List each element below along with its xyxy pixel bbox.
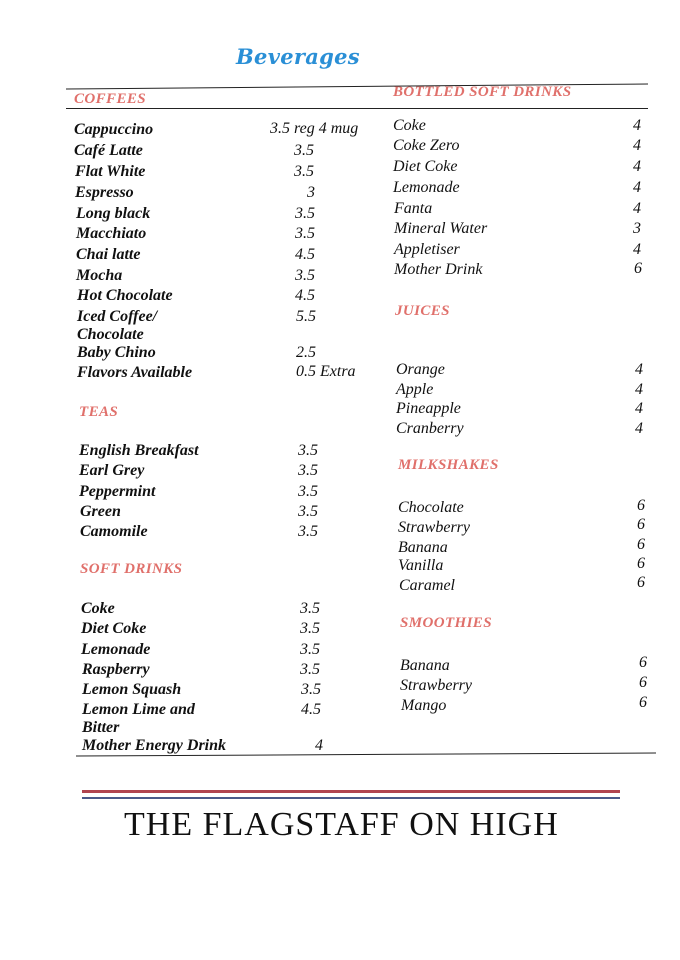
- menu-item-price: 4.5: [295, 287, 315, 304]
- menu-item-name: Raspberry: [82, 661, 150, 678]
- menu-item-price: 4: [635, 400, 643, 417]
- menu-item-price: 4: [633, 158, 641, 175]
- menu-item-name: English Breakfast: [79, 442, 199, 459]
- menu-item-name: Mother Drink: [394, 261, 483, 278]
- section-heading-juices: JUICES: [395, 303, 450, 319]
- menu-item-price: 4: [315, 737, 323, 754]
- menu-item-price: 6: [637, 574, 645, 591]
- menu-item-price: 4: [633, 117, 641, 134]
- menu-item-name: Hot Chocolate: [77, 287, 173, 304]
- menu-item-name: Mocha: [76, 267, 123, 284]
- menu-item-price: 4: [633, 241, 641, 258]
- menu-item-name: Coke: [81, 600, 115, 617]
- menu-item-price: 4: [635, 361, 643, 378]
- menu-item-name: Macchiato: [76, 225, 147, 242]
- menu-item-price: 3.5: [298, 462, 318, 479]
- menu-item-name: Lemonade: [81, 641, 151, 658]
- menu-item-name: Lemonade: [393, 179, 460, 196]
- menu-item-price: 3.5: [300, 620, 320, 637]
- menu-item-price: 4: [633, 179, 641, 196]
- menu-item-name: Coke: [393, 117, 426, 134]
- menu-item-price: 3.5: [301, 681, 321, 698]
- menu-item-price: 6: [637, 555, 645, 572]
- menu-item-price: 3.5: [298, 503, 318, 520]
- menu-item-price: 3.5: [298, 523, 318, 540]
- menu-item-name: Strawberry: [398, 519, 470, 536]
- menu-item-price: 6: [637, 536, 645, 553]
- menu-item-name: Lemon Squash: [82, 681, 182, 698]
- menu-item-price: 3.5: [295, 267, 315, 284]
- section-heading-teas: TEAS: [79, 404, 119, 420]
- menu-item-price: 6: [637, 497, 645, 514]
- menu-item-price: 3.5: [294, 163, 314, 180]
- menu-item-name: Mango: [401, 697, 447, 714]
- menu-item-price: 3.5: [300, 661, 320, 678]
- menu-item-name: Apple: [396, 381, 434, 398]
- menu-item-price: 6: [634, 260, 642, 277]
- menu-item-price: 4.5: [301, 701, 321, 718]
- section-heading-soft-drinks: SOFT DRINKS: [80, 561, 183, 577]
- menu-item-name: Diet Coke: [81, 620, 147, 637]
- menu-item-price: 3.5: [295, 205, 315, 222]
- menu-item-name: Long black: [76, 205, 151, 222]
- menu-item-price: 4: [635, 420, 643, 437]
- menu-item-price: 6: [639, 674, 647, 691]
- menu-item-price: 3.5 reg 4 mug: [270, 120, 359, 137]
- menu-item-name: Fanta: [394, 200, 433, 217]
- menu-item-price: 2.5: [296, 344, 316, 361]
- menu-item-name-continued: Chocolate: [77, 326, 144, 343]
- menu-item-price: 4: [633, 137, 641, 154]
- menu-item-price: 4: [635, 381, 643, 398]
- menu-item-name: Coke Zero: [393, 137, 460, 154]
- menu-item-price: 4.5: [295, 246, 315, 263]
- menu-item-name: Espresso: [75, 184, 134, 201]
- menu-item-price: 3.5: [300, 641, 320, 658]
- menu-item-price: 0.5 Extra: [296, 363, 356, 380]
- venue-name: THE FLAGSTAFF ON HIGH: [124, 806, 559, 843]
- menu-item-price: 4: [633, 200, 641, 217]
- menu-item-price: 3.5: [294, 142, 314, 159]
- menu-item-name: Earl Grey: [79, 462, 145, 479]
- menu-title: Beverages: [236, 44, 360, 69]
- menu-item-price: 3: [633, 220, 641, 237]
- menu-item-name: Caramel: [399, 577, 455, 594]
- top-rule-lower: [66, 108, 648, 109]
- menu-item-price: 3.5: [295, 225, 315, 242]
- menu-item-price: 3.5: [298, 483, 318, 500]
- menu-item-name: Diet Coke: [393, 158, 458, 175]
- menu-item-name: Green: [80, 503, 121, 520]
- menu-item-name: Mother Energy Drink: [82, 737, 227, 754]
- menu-item-name: Baby Chino: [77, 344, 156, 361]
- menu-item-name: Flat White: [75, 163, 146, 180]
- footer-red-rule: [82, 790, 620, 793]
- menu-item-name: Banana: [400, 657, 450, 674]
- menu-item-price: 3.5: [298, 442, 318, 459]
- section-heading-smoothies: SMOOTHIES: [400, 615, 492, 631]
- menu-item-name: Strawberry: [400, 677, 472, 694]
- menu-item-name: Chai latte: [76, 246, 141, 263]
- menu-item-name: Mineral Water: [394, 220, 488, 237]
- menu-item-name: Café Latte: [74, 142, 143, 159]
- menu-item-name: Chocolate: [398, 499, 464, 516]
- menu-item-name: Peppermint: [79, 483, 156, 500]
- menu-item-price: 6: [637, 516, 645, 533]
- footer-blue-rule: [82, 797, 620, 799]
- menu-item-name: Flavors Available: [77, 364, 193, 381]
- menu-item-name: Pineapple: [396, 400, 461, 417]
- section-heading-bottled-soft-drinks: BOTTLED SOFT DRINKS: [393, 84, 572, 100]
- menu-item-name-continued: Bitter: [82, 719, 120, 736]
- menu-item-price: 3: [307, 184, 315, 201]
- menu-item-name: Vanilla: [398, 557, 444, 574]
- menu-item-name: Cranberry: [396, 420, 464, 437]
- menu-item-price: 6: [639, 694, 647, 711]
- section-heading-coffees: COFFEES: [74, 91, 146, 107]
- menu-item-name: Camomile: [80, 523, 148, 540]
- menu-item-price: 5.5: [296, 308, 316, 325]
- section-heading-milkshakes: MILKSHAKES: [398, 457, 499, 473]
- menu-item-name: Cappuccino: [74, 121, 154, 138]
- menu-item-name: Banana: [398, 539, 448, 556]
- menu-item-name: Orange: [396, 361, 445, 378]
- menu-item-price: 3.5: [300, 600, 320, 617]
- menu-item-name: Lemon Lime and: [82, 701, 195, 718]
- menu-item-name: Iced Coffee/: [77, 308, 158, 325]
- menu-item-price: 6: [639, 654, 647, 671]
- menu-item-name: Appletiser: [394, 241, 460, 258]
